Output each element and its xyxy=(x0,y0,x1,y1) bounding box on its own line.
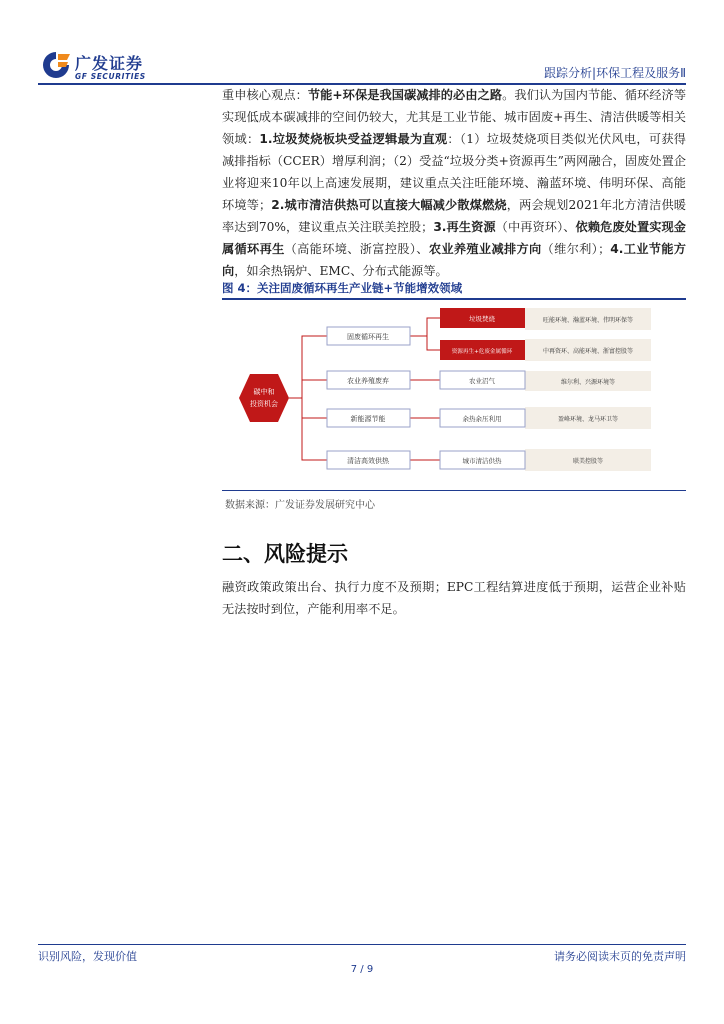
svg-text:农业养殖废弃: 农业养殖废弃 xyxy=(347,377,389,385)
category-node xyxy=(327,327,410,345)
subcategory-node xyxy=(440,340,525,360)
subcategory-node xyxy=(440,308,525,328)
figure-bottom-rule xyxy=(222,490,686,491)
svg-text:清洁高效供热: 清洁高效供热 xyxy=(347,457,389,465)
center-node xyxy=(239,374,289,422)
company-label: 旺能环境、瀚蓝环境、伟明环保等 xyxy=(542,317,634,324)
svg-text:城市清洁供热: 城市清洁供热 xyxy=(462,457,502,465)
svg-text:农业沼气: 农业沼气 xyxy=(469,377,495,385)
category-node xyxy=(327,409,410,427)
subcategory-node xyxy=(440,409,525,427)
footer-divider xyxy=(38,944,686,945)
svg-text:余热余压利用: 余热余压利用 xyxy=(462,415,502,423)
category-node xyxy=(327,371,410,389)
figure-source: 数据来源：广发证券发展研究中心 xyxy=(225,500,375,511)
category-node xyxy=(327,451,410,469)
svg-text:垃圾焚烧: 垃圾焚烧 xyxy=(469,315,495,323)
logo-chinese-name: 广发证券 xyxy=(75,54,144,73)
footer-slogan: 识别风险，发现价值 xyxy=(38,950,137,963)
company-label: 联美控股等 xyxy=(572,458,604,465)
risk-paragraph: 融资政策政策出台、执行力度不及预期；EPC工程结算进度低于预期，运营企业补贴无法按时到位，产能利用率不足。 xyxy=(222,580,686,616)
svg-text:固废循环再生: 固废循环再生 xyxy=(347,333,389,341)
svg-text:投资机会: 投资机会 xyxy=(250,400,278,408)
svg-text:新能源节能: 新能源节能 xyxy=(350,415,386,423)
figure-title: 图 4：关注固废循环再生产业链+节能增效领域 xyxy=(222,281,463,295)
report-category: 跟踪分析|环保工程及服务Ⅱ xyxy=(544,66,686,80)
logo-english-name: GF SECURITIES xyxy=(75,72,146,81)
subcategory-node xyxy=(440,371,525,389)
core-view-paragraph: 重申核心观点：节能+环保是我国碳减排的必由之路。我们认为国内节能、循环经济等实现低成本碳减排的空间仍较大，尤其是工业节能、城市固废+再生、清洁供暖等相关领域：1.垃圾焚烧板块受益逻辑最为直观：（1）垃圾焚烧项目类似光伏风电，可获得减排指标（CCER）增厚利润；（2）受益“垃圾分类+资源再生”两网融合，固废处置企业将迎来10年以上高速发展期，建议重点关注旺能环境、瀚蓝环境、伟明环保、高能环境等；2.城市清洁供热可以直接大幅减少散煤燃烧，两会规划2021年北方清洁供暖率达到70%，建议重点关注联美控股；3.再生资源（中再资环）、依赖危废处置实现金属循环再生（高能环境、浙富控股）、农业养殖业减排方向（维尔利）；4.工业节能方向，如余热锅炉、EMC、分布式能源等。 xyxy=(222,88,687,278)
svg-text:资源再生+危废金属循环: 资源再生+危废金属循环 xyxy=(451,349,513,355)
risk-section-title: 二、风险提示 xyxy=(222,541,348,566)
footer-disclaimer-note: 请务必阅读末页的免责声明 xyxy=(554,950,686,963)
svg-text:碳中和: 碳中和 xyxy=(253,388,275,396)
subcategory-node xyxy=(440,451,525,469)
industry-chain-diagram xyxy=(222,300,686,488)
company-label: 中再资环、高能环境、浙富控股等 xyxy=(542,348,634,355)
company-label: 盈峰环境、龙马环卫等 xyxy=(557,416,619,423)
company-label: 维尔利、兴源环境等 xyxy=(560,379,616,386)
page-number: 7 / 9 xyxy=(350,964,374,975)
gf-logo-icon xyxy=(40,50,72,80)
